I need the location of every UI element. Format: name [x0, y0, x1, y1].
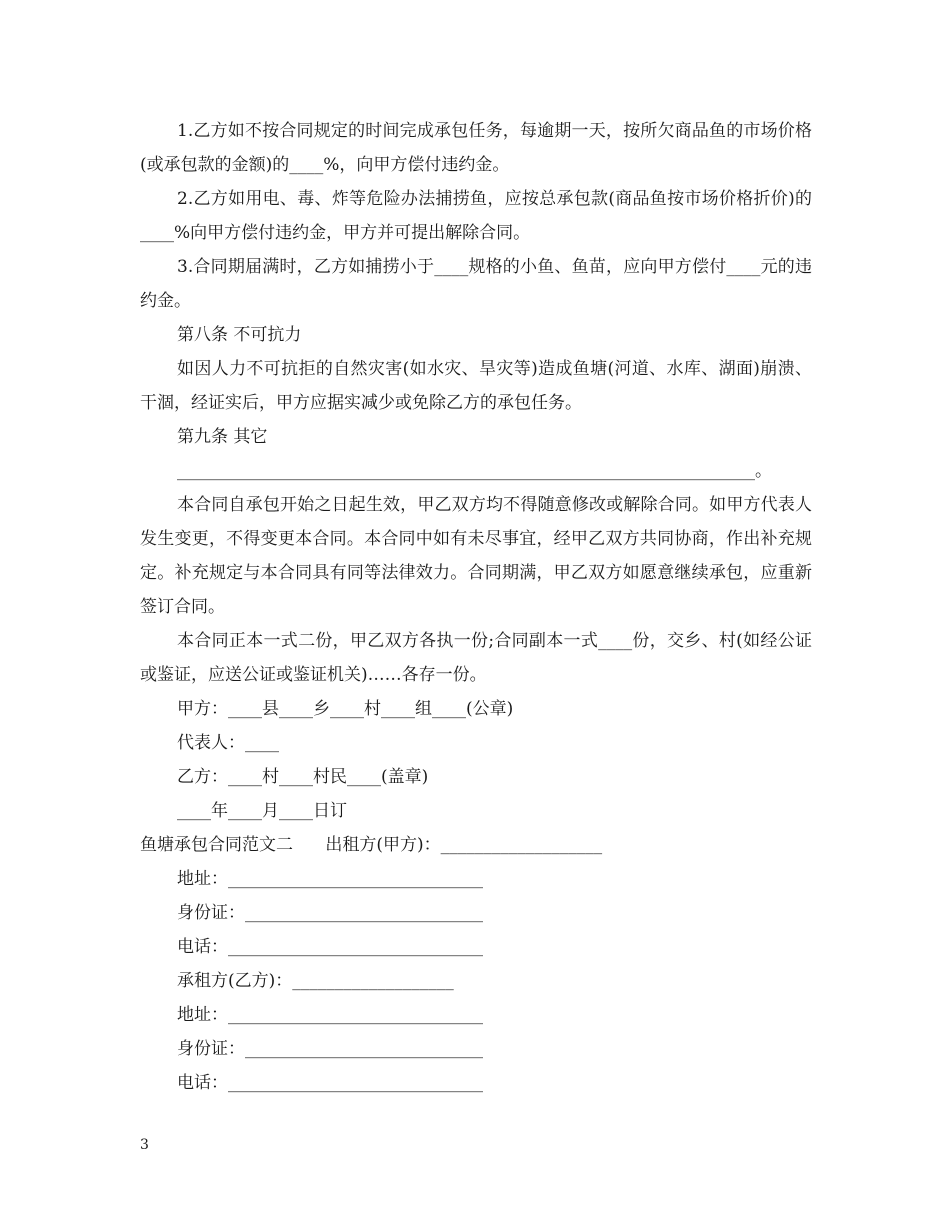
article-8-heading: 第八条 不可抗力	[177, 325, 302, 345]
lessor-id-line: 身份证：____________________________	[177, 903, 483, 923]
party-b-signature-line: 乙方：____村____村民____(盖章)	[177, 767, 429, 787]
contract-body	[140, 114, 812, 1100]
article-9-heading: 第九条 其它	[177, 427, 268, 447]
lessor-phone-line: 电话：______________________________	[177, 937, 483, 957]
date-line: ____年____月____日订	[177, 801, 347, 821]
lessor-address-line: 地址：______________________________	[177, 869, 483, 889]
clause-penalty-dangerous-fishing: 2.乙方如用电、毒、炸等危险办法捕捞鱼，应按总承包款(商品鱼按市场价格折价)的____%向甲方偿付违约金，甲方并可提出解除合同。	[140, 189, 812, 243]
lessee-id-line: 身份证：____________________________	[177, 1039, 483, 1059]
lessee-address-line: 地址：______________________________	[177, 1005, 483, 1025]
representative-line: 代表人：____	[177, 733, 279, 753]
party-a-signature-line: 甲方：____县____乡____村____组____(公章)	[177, 699, 514, 719]
copies-clause: 本合同正本一式二份，甲乙双方各执一份;合同副本一式____份，交乡、村(如经公证或鉴证，应送公证或鉴证机关)……各存一份。	[140, 631, 812, 685]
clause-penalty-small-fish: 3.合同期届满时，乙方如捕捞小于____规格的小鱼、鱼苗，应向甲方偿付____元的违约金。	[140, 257, 812, 311]
article-9-blank-line: ____________________________________________________________________。	[177, 461, 772, 481]
clause-penalty-overdue: 1.乙方如不按合同规定的时间完成承包任务，每逾期一天，按所欠商品鱼的市场价格(或承包款的金额)的____%，向甲方偿付违约金。	[140, 121, 812, 175]
page-number: 3	[140, 1137, 149, 1153]
sample-two-heading: 鱼塘承包合同范文二 出租方(甲方)：___________________	[140, 835, 603, 855]
lessee-heading-line: 承租方(乙方)：___________________	[177, 971, 454, 991]
effective-clause: 本合同自承包开始之日起生效，甲乙双方均不得随意修改或解除合同。如甲方代表人发生变更，不得变更本合同。本合同中如有未尽事宜，经甲乙双方共同协商，作出补充规定。补充规定与本合同具有同等法律效力。合同期满，甲乙双方如愿意继续承包，应重新签订合同。	[140, 495, 812, 617]
lessee-phone-line: 电话：______________________________	[177, 1073, 483, 1093]
article-8-body: 如因人力不可抗拒的自然灾害(如水灾、旱灾等)造成鱼塘(河道、水库、湖面)崩溃、干涸，经证实后，甲方应据实减少或免除乙方的承包任务。	[140, 359, 812, 413]
